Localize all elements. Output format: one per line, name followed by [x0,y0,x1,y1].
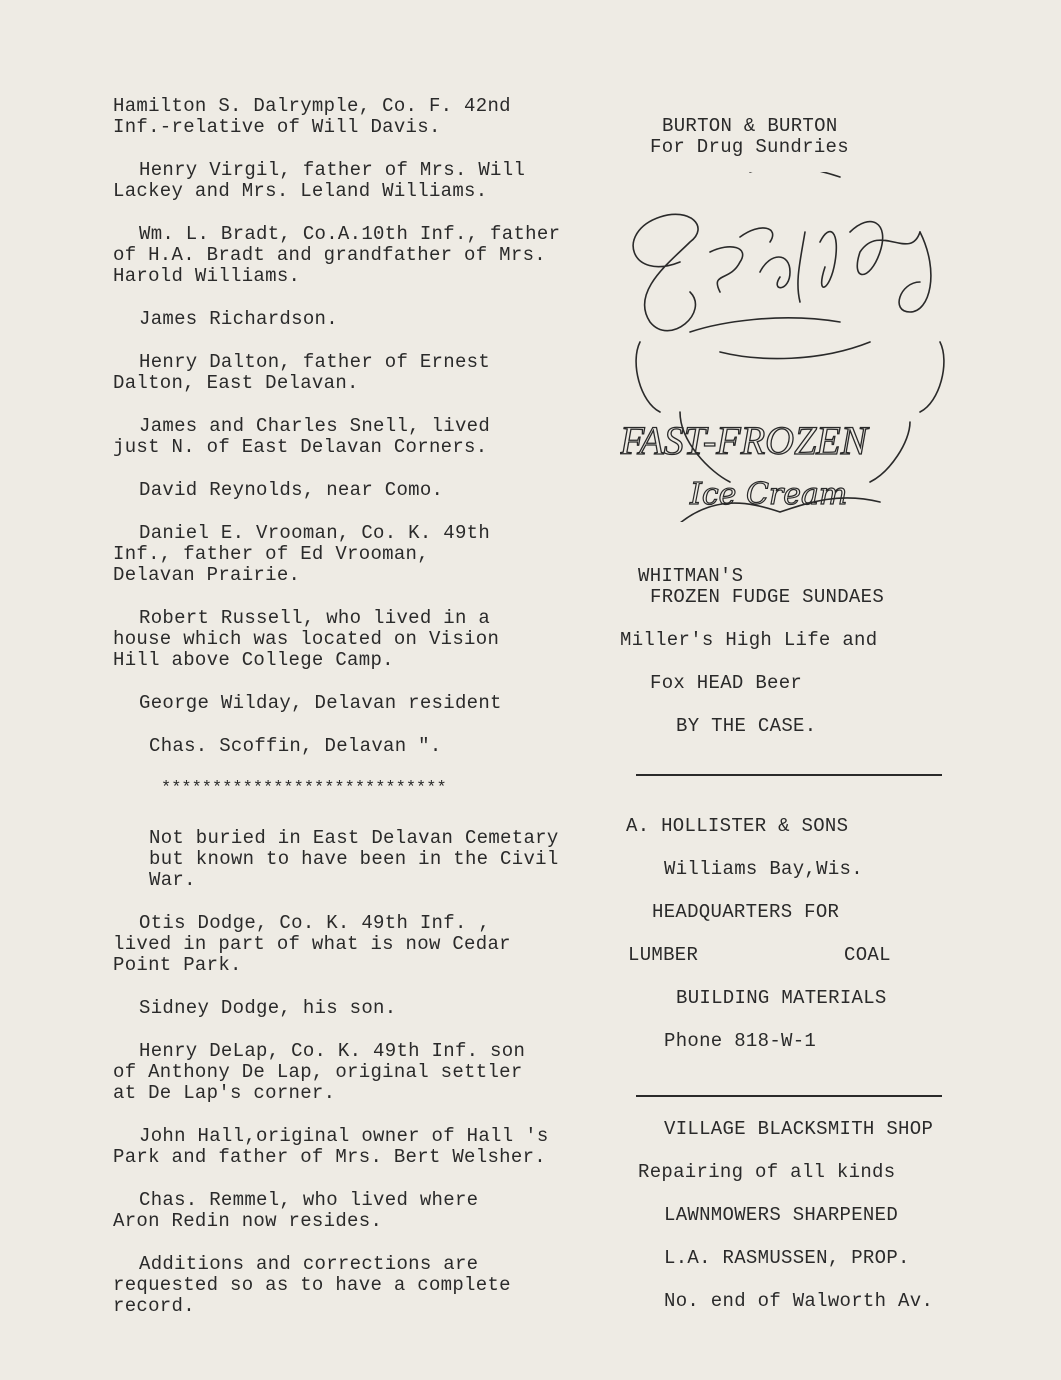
ad1-line4: FROZEN FUDGE SUNDAES [650,586,885,608]
ad2-line4 [620,945,965,966]
ad3-line5: No. end of Walworth Av. [664,1290,934,1312]
ad3-line1: VILLAGE BLACKSMITH SHOP [664,1118,934,1140]
ad-blacksmith [620,1119,965,1312]
ad2-coal: COAL [844,944,891,966]
left-column [113,96,583,1339]
ad-hollister [620,816,965,1052]
ad3-line4: L.A. RASMUSSEN, PROP. [664,1247,910,1269]
sealtest-logo [620,172,960,522]
divider-1 [636,774,942,776]
logo-sub2-text: Ice Cream [690,477,848,512]
entry-wilday: George Wilday, Delavan resident [139,692,502,714]
ad2-line3: HEADQUARTERS FOR [652,901,840,923]
ad1-line5: Miller's High Life and [620,629,878,651]
entry-russell: Robert Russell, who lived in a house which was located on Vision Hill above College Camp. [113,607,511,671]
ad3-line3: LAWNMOWERS SHARPENED [664,1204,899,1226]
entry-delap: Henry DeLap, Co. K. 49th Inf. son of Anthony De Lap, original settler at De Lap's corner. [113,1040,537,1104]
entry-richardson: James Richardson. [139,308,338,330]
logo-sub1-text: FAST-FROZEN [620,418,868,463]
entry-bradt: Wm. L. Bradt, Co.A.10th Inf., father of H.A. Bradt and grandfather of Mrs. Harold Williams. [113,223,572,287]
ad-burton [620,116,965,737]
entry-vrooman: Daniel E. Vrooman, Co. K. 49th Inf., father of Ed Vrooman, Delavan Prairie. [113,522,502,586]
ad2-line2: Williams Bay,Wis. [664,858,863,880]
entry-snell: James and Charles Snell, lived just N. of East Delavan Corners. [113,415,502,458]
right-column [620,116,965,1312]
ad3-line2: Repairing of all kinds [638,1161,896,1183]
divider-2 [636,1095,942,1097]
entry-otis-dodge: Otis Dodge, Co. K. 49th Inf. , lived in part of what is now Cedar Point Park. [113,912,523,976]
separator-stars: **************************** [161,779,447,798]
entry-scoffin: Chas. Scoffin, Delavan ". [149,735,442,757]
entry-dalrymple: Hamilton S. Dalrymple, Co. F. 42nd Inf.-relative of Will Davis. [113,95,523,138]
ad1-line7: BY THE CASE. [676,715,817,737]
ad1-line3: WHITMAN'S [638,565,744,587]
sealtest-logo-drawing [620,172,960,522]
entry-reynolds: David Reynolds, near Como. [139,479,444,501]
ad2-lumber: LUMBER [628,944,699,966]
entry-hall: John Hall,original owner of Hall 's Park and father of Mrs. Bert Welsher. [113,1125,561,1168]
entry-virgil: Henry Virgil, father of Mrs. Will Lackey and Mrs. Leland Williams. [113,159,537,202]
entry-not-buried: Not buried in East Delavan Cemetary but known to have been in the Civil War. [149,827,571,891]
ad1-line6: Fox HEAD Beer [650,672,803,694]
entry-remmel: Chas. Remmel, who lived where Aron Redin now resides. [113,1189,491,1232]
entry-additions: Additions and corrections are requested so as to have a complete record. [113,1253,523,1317]
ad1-line1: BURTON & BURTON [662,115,838,137]
ad2-line1: A. HOLLISTER & SONS [626,815,849,837]
ad1-line2: For Drug Sundries [650,136,849,158]
ad2-line5: BUILDING MATERIALS [676,987,887,1009]
entry-dalton: Henry Dalton, father of Ernest Dalton, East Delavan. [113,351,502,394]
ad2-line6: Phone 818-W-1 [664,1030,817,1052]
entry-sidney-dodge: Sidney Dodge, his son. [139,997,397,1019]
